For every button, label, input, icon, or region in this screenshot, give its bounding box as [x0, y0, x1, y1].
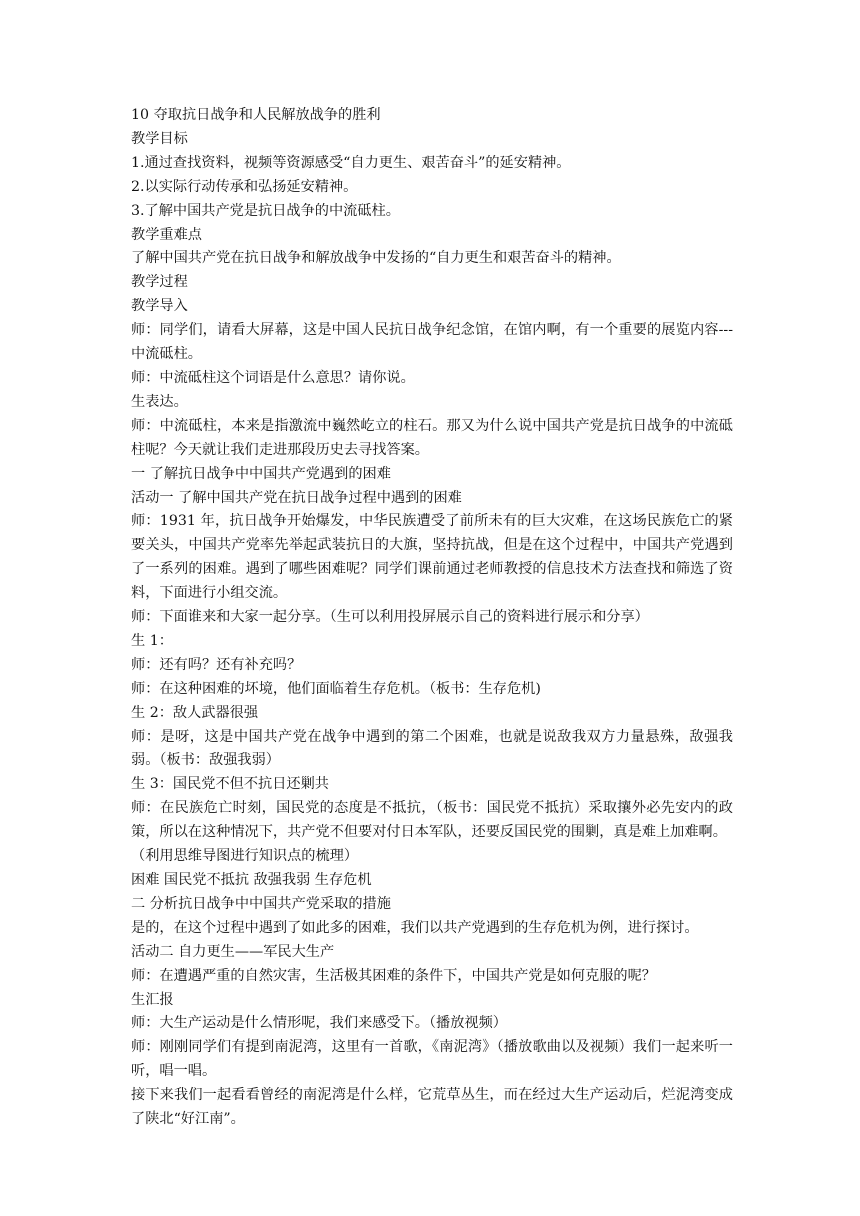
- paragraph: 生表达。: [131, 393, 188, 410]
- activity-heading-two: 活动二 自力更生——军民大生产: [131, 943, 335, 960]
- objective-item: 2.以实际行动传承和弘扬延安精神。: [131, 178, 358, 195]
- paragraph: 师：中流砥柱这个词语是什么意思？请你说。: [131, 369, 415, 386]
- document-body: [131, 104, 733, 1132]
- paragraph: 师：刚刚同学们有提到南泥湾，这里有一首歌，《南泥湾》（播放歌曲以及视频）我们一起来听一听，唱一唱。: [131, 1039, 733, 1080]
- section-heading-key-points: 教学重难点: [131, 226, 202, 243]
- paragraph: 生 1：: [131, 632, 173, 649]
- paragraph: 师：还有吗？还有补充吗？: [131, 656, 302, 673]
- paragraph: 师：同学们，请看大屏幕，这是中国人民抗日战争纪念馆，在馆内啊，有一个重要的展览内容---中流砥柱。: [131, 322, 733, 363]
- paragraph: 师：是呀，这是中国共产党在战争中遇到的第二个困难，也就是说敌我双方力量悬殊，敌强我弱。（板书：敌强我弱）: [131, 728, 733, 769]
- paragraph: 师：中流砥柱，本来是指激流中巍然屹立的柱石。那又为什么说中国共产党是抗日战争的中流砥柱呢？今天就让我们走进那段历史去寻找答案。: [131, 417, 733, 458]
- paragraph: 师：在民族危亡时刻，国民党的态度是不抵抗，（板书：国民党不抵抗）采取攘外必先安内的政策，所以在这种情况下，共产党不但要对付日本军队，还要反国民党的围剿，真是难上加难啊。: [131, 800, 733, 841]
- section-heading-intro: 教学导入: [131, 298, 188, 315]
- paragraph: 师：大生产运动是什么情形呢，我们来感受下。（播放视频）: [131, 1015, 507, 1032]
- section-heading-process: 教学过程: [131, 274, 188, 291]
- paragraph: 师：在遭遇严重的自然灾害，生活极其困难的条件下，中国共产党是如何克服的呢？: [131, 967, 656, 984]
- activity-heading-one: 活动一 了解中国共产党在抗日战争过程中遇到的困难: [131, 489, 462, 506]
- mind-map-summary: 困难 国民党不抵抗 敌强我弱 生存危机: [131, 872, 372, 888]
- section-heading-objectives: 教学目标: [131, 130, 188, 147]
- paragraph: 师：1931 年，抗日战争开始爆发，中华民族遭受了前所未有的巨大灾难，在这场民族危亡的紧要关头，中国共产党率先举起武装抗日的大旗，坚持抗战，但是在这个过程中，中国共产党遇到了一系列的困难。遇到了哪些困难呢？同学们课前通过老师教授的信息技术方法查找和筛选了资料，下面进行小组交流。: [131, 513, 733, 602]
- paragraph: 是的，在这个过程中遇到了如此多的困难，我们以共产党遇到的生存危机为例，进行探讨。: [131, 919, 699, 936]
- key-point-text: 了解中国共产党在抗日战争和解放战争中发扬的“自力更生和艰苦奋斗的精神。: [131, 250, 621, 267]
- objective-item: 1.通过查找资料，视频等资源感受“自力更生、艰苦奋斗”的延安精神。: [131, 154, 571, 171]
- paragraph: 接下来我们一起看看曾经的南泥湾是什么样，它荒草丛生，而在经过大生产运动后，烂泥湾变成了陕北“好江南”。: [131, 1087, 733, 1128]
- objective-item: 3.了解中国共产党是抗日战争的中流砥柱。: [131, 202, 400, 219]
- section-heading-part-one: 一 了解抗日战争中中国共产党遇到的困难: [131, 465, 391, 482]
- paragraph: 生 3：国民党不但不抗日还剿共: [131, 776, 329, 793]
- paragraph: 生 2：敌人武器很强: [131, 704, 259, 721]
- lesson-title: 10 夺取抗日战争和人民解放战争的胜利: [131, 107, 381, 123]
- section-heading-part-two: 二 分析抗日战争中中国共产党采取的措施: [131, 895, 391, 912]
- paragraph: 生汇报: [131, 991, 174, 1008]
- paragraph: （利用思维导图进行知识点的梳理）: [131, 848, 359, 865]
- paragraph: 师：在这种困难的坏境，他们面临着生存危机。（板书：生存危机): [131, 680, 541, 697]
- paragraph: 师：下面谁来和大家一起分享。（生可以利用投屏展示自己的资料进行展示和分享）: [131, 609, 649, 626]
